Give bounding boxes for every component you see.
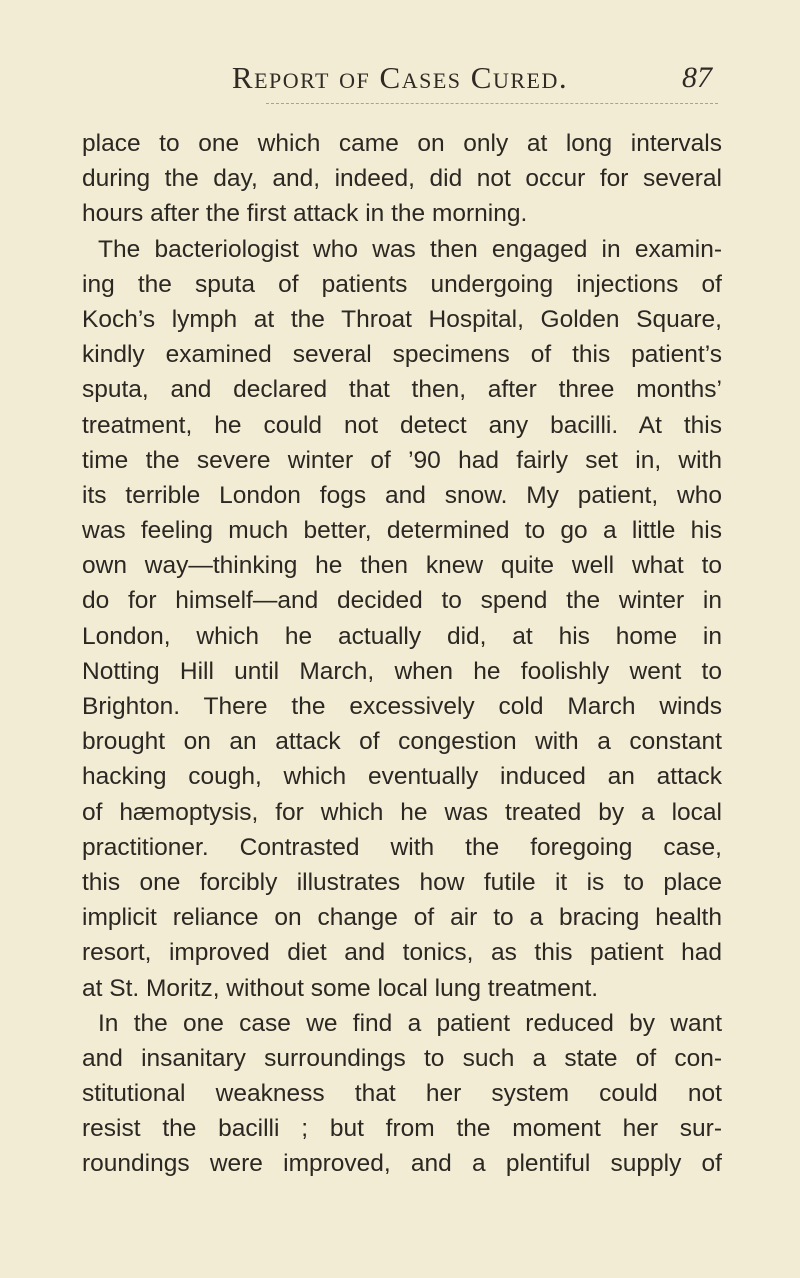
text-line: this one forcibly illustrates how futile it is to place xyxy=(82,868,722,896)
text-line: ing the sputa of patients undergoing injections of xyxy=(82,270,722,298)
text-line: kindly examined several specimens of this patient’s xyxy=(82,341,722,369)
text-line: Brighton. There the excessively cold March winds xyxy=(82,693,722,720)
text-line: its terrible London fogs and snow. My patient, who xyxy=(82,481,722,509)
text-line: London, which he actually did, at his home in xyxy=(82,622,722,650)
text-line: do for himself—and decided to spend the winter in xyxy=(82,587,722,615)
text-line: place to one which came on only at long intervals xyxy=(82,130,722,157)
text-line: Notting Hill until March, when he foolishly went to xyxy=(82,657,722,685)
body-text xyxy=(82,126,722,1182)
text-line: brought on an attack of congestion with a constant xyxy=(82,728,722,756)
text-line: time the severe winter of ’90 had fairly set in, with xyxy=(82,446,722,474)
text-line: The bacteriologist who was then engaged in examin- xyxy=(98,235,722,263)
text-line: treatment, he could not detect any bacilli. At this xyxy=(82,411,722,439)
text-line: hacking cough, which eventually induced an attack xyxy=(82,763,722,791)
text-line: and insanitary surroundings to such a state of con- xyxy=(82,1044,722,1072)
text-line: implicit reliance on change of air to a bracing health xyxy=(82,904,722,932)
text-line: stitutional weakness that her system could not xyxy=(82,1080,722,1108)
text-line: hours after the first attack in the morning. xyxy=(82,200,528,228)
text-line: Koch’s lymph at the Throat Hospital, Golden Square, xyxy=(82,305,722,333)
running-title: Report of Cases Cured. xyxy=(231,60,569,95)
text-line: roundings were improved, and a plentiful supply of xyxy=(82,1150,722,1178)
running-head xyxy=(0,58,800,98)
text-line: own way—thinking he then knew quite well what to xyxy=(82,552,722,580)
page-number: 87 xyxy=(682,61,712,94)
text-line: sputa, and declared that then, after three months’ xyxy=(82,376,722,404)
text-line: resort, improved diet and tonics, as this patient had xyxy=(82,939,722,967)
text-line: practitioner. Contrasted with the foregoing case, xyxy=(82,833,722,861)
text-line: at St. Moritz, without some local lung treatment. xyxy=(82,974,599,1002)
text-line: of hæmoptysis, for which he was treated by a local xyxy=(82,798,722,826)
text-line: resist the bacilli ; but from the moment her sur- xyxy=(82,1115,722,1143)
text-line: during the day, and, indeed, did not occur for several xyxy=(82,165,722,193)
header-rule xyxy=(266,103,718,104)
text-line: was feeling much better, determined to go a little his xyxy=(82,517,722,545)
text-line: In the one case we find a patient reduced by want xyxy=(98,1009,722,1037)
